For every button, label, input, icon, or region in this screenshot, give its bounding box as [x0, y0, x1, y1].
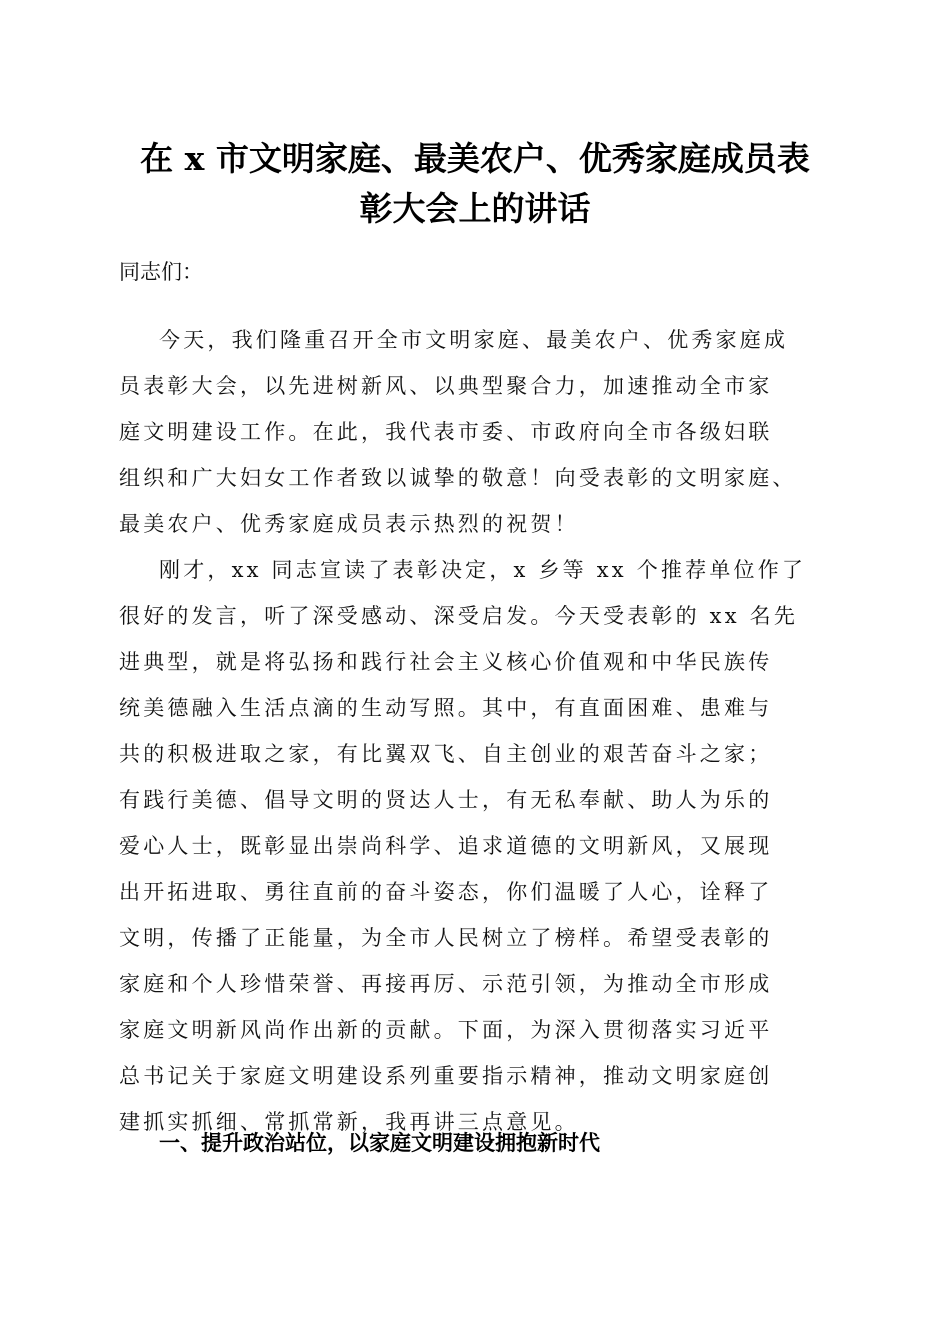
paragraph-2-line: 统美德融入生活点滴的生动写照。其中，有直面困难、患难与 — [119, 696, 773, 720]
salutation: 同志们： — [119, 260, 203, 284]
title-line-2: 彰大会上的讲话 — [359, 189, 591, 228]
paragraph-1-line: 组织和广大妇女工作者致以诚挚的敬意！向受表彰的文明家庭、 — [119, 466, 797, 490]
section-heading-1: 一、提升政治站位，以家庭文明建设拥抱新时代 — [159, 1131, 600, 1155]
paragraph-2-line: 有践行美德、倡导文明的贤达人士，有无私奉献、助人为乐的 — [119, 788, 773, 812]
paragraph-2-line: 出开拓进取、勇往直前的奋斗姿态，你们温暖了人心，诠释了 — [119, 880, 773, 904]
paragraph-2-line: 爱心人士，既彰显出崇尚科学、追求道德的文明新风，又展现 — [119, 834, 773, 858]
paragraph-1-line: 员表彰大会，以先进树新风、以典型聚合力，加速推动全市家 — [119, 374, 773, 398]
paragraph-2-line: 总书记关于家庭文明建设系列重要指示精神，推动文明家庭创 — [119, 1064, 773, 1088]
paragraph-2-line: 共的积极进取之家，有比翼双飞、自主创业的艰苦奋斗之家； — [119, 742, 773, 766]
title-line-1: 在 x 市文明家庭、最美农户、优秀家庭成员表 — [140, 139, 810, 178]
paragraph-2-line: 刚才，xx 同志宣读了表彰决定，x 乡等 xx 个推荐单位作了 — [159, 558, 807, 582]
paragraph-2-line: 很好的发言，听了深受感动、深受启发。今天受表彰的 xx 名先 — [119, 604, 799, 628]
paragraph-2-line: 家庭文明新风尚作出新的贡献。下面，为深入贯彻落实习近平 — [119, 1018, 773, 1042]
paragraph-1-line: 庭文明建设工作。在此，我代表市委、市政府向全市各级妇联 — [119, 420, 773, 444]
document-title — [110, 134, 840, 234]
paragraph-2-line: 建抓实抓细、常抓常新，我再讲三点意见。 — [119, 1110, 579, 1134]
paragraph-1-line: 今天，我们隆重召开全市文明家庭、最美农户、优秀家庭成 — [159, 328, 789, 352]
paragraph-1-line: 最美农户、优秀家庭成员表示热烈的祝贺！ — [119, 512, 579, 536]
paragraph-2-line: 进典型，就是将弘扬和践行社会主义核心价值观和中华民族传 — [119, 650, 773, 674]
paragraph-2-line: 家庭和个人珍惜荣誉、再接再厉、示范引领，为推动全市形成 — [119, 972, 773, 996]
paragraph-2-line: 文明，传播了正能量，为全市人民树立了榜样。希望受表彰的 — [119, 926, 773, 950]
